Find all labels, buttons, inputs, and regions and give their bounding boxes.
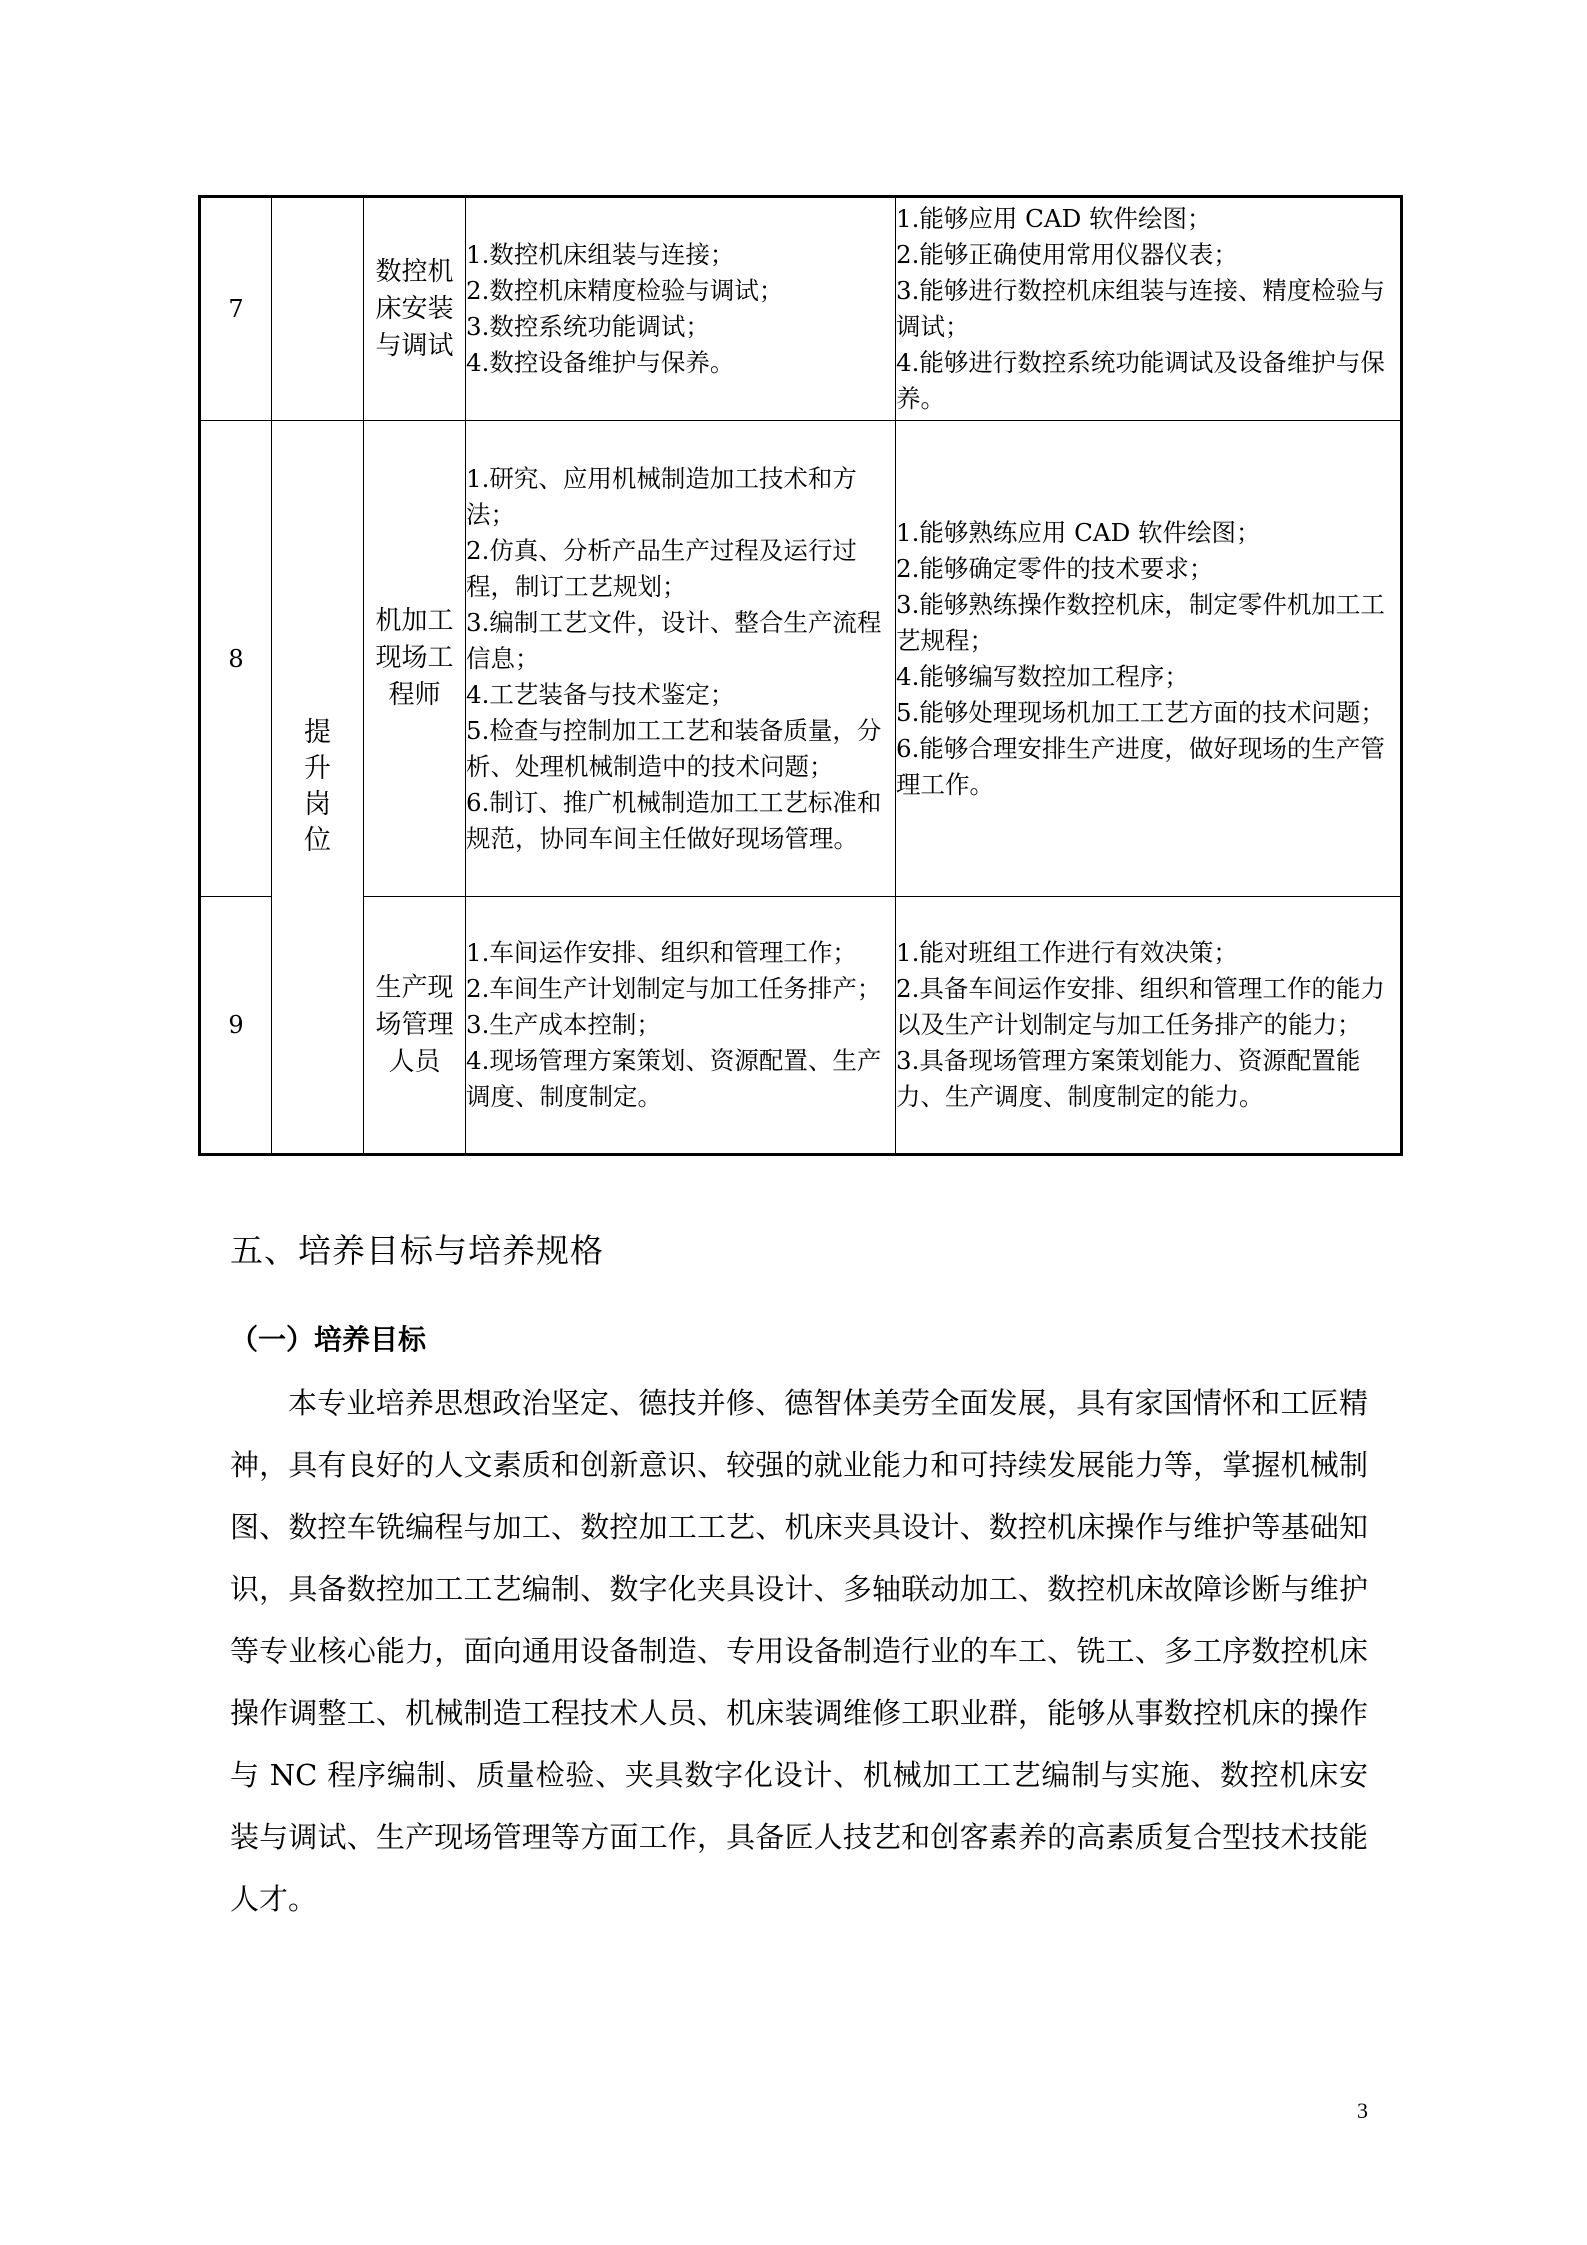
- list-item: 1.研究、应用机械制造加工技术和方法；: [466, 463, 857, 529]
- category-cell-empty: [272, 197, 364, 421]
- table-row: [200, 421, 1402, 897]
- list-item: 2.仿真、分析产品生产过程及运行过程，制订工艺规划；: [466, 535, 857, 601]
- list-item: 6.制订、推广机械制造加工工艺标准和规范，协同车间主任做好现场管理。: [466, 787, 882, 853]
- list-item: 2.能够确定零件的技术要求；: [896, 553, 1214, 583]
- list-item: 4.工艺装备与技术鉴定；: [466, 679, 735, 709]
- list-item: 4.能够编写数控加工程序；: [896, 661, 1189, 691]
- list-item: 2.具备车间运作安排、组织和管理工作的能力以及生产计划制定与加工任务排产的能力；: [896, 974, 1385, 1039]
- row-number: 7: [200, 197, 272, 421]
- list-item: 4.现场管理方案策划、资源配置、生产调度、制度制定。: [466, 1046, 882, 1111]
- list-item: 1.能够熟练应用 CAD 软件绘图；: [896, 517, 1261, 547]
- list-item: 2.车间生产计划制定与加工任务排产；: [466, 974, 882, 1003]
- occupation-table: [198, 195, 1403, 1156]
- list-item: 3.数控系统功能调试；: [466, 312, 710, 341]
- task-list: [466, 897, 896, 1155]
- list-item: 2.能够正确使用常用仪器仪表；: [896, 240, 1238, 269]
- role-cell: 数控机床安装与调试: [364, 197, 466, 421]
- list-item: 4.数控设备维护与保养。: [466, 348, 735, 377]
- role-cell: 机加工现场工程师: [364, 421, 466, 897]
- list-item: 5.能够处理现场机加工工艺方面的技术问题；: [896, 697, 1385, 727]
- category-cell: 提升岗位: [272, 421, 364, 1155]
- list-item: 1.能够应用 CAD 软件绘图；: [896, 204, 1212, 233]
- list-item: 1.数控机床组装与连接；: [466, 240, 735, 269]
- ability-list: [896, 421, 1402, 897]
- body-paragraph: 本专业培养思想政治坚定、德技并修、德智体美劳全面发展，具有家国情怀和工匠精神，具有良好的人文素质和创新意识、较强的就业能力和可持续发展能力等，掌握机械制图、数控车铣编程与加工、数控加工工艺、机床夹具设计、数控机床操作与维护等基础知识，具备数控加工工艺编制、数字化夹具设计、多轴联动加工、数控机床故障诊断与维护等专业核心能力，面向通用设备制造、专用设备制造行业的车工、铣工、多工序数控机床操作调整工、机械制造工程技术人员、机床装调维修工职业群，能够从事数控机床的操作与 NC 程序编制、质量检验、夹具数字化设计、机械加工工艺编制与实施、数控机床安装与调试、生产现场管理等方面工作，具备匠人技艺和创客素养的高素质复合型技术技能人才。: [230, 1386, 1368, 1916]
- row-number: 9: [200, 897, 272, 1155]
- list-item: 3.编制工艺文件，设计、整合生产流程信息；: [466, 607, 882, 673]
- list-item: 1.车间运作安排、组织和管理工作；: [466, 938, 857, 967]
- list-item: 6.能够合理安排生产进度，做好现场的生产管理工作。: [896, 733, 1385, 799]
- ability-list: [896, 197, 1402, 421]
- list-item: 3.具备现场管理方案策划能力、资源配置能力、生产调度、制度制定的能力。: [896, 1046, 1361, 1111]
- subsection-heading: （一）培养目标: [230, 1323, 427, 1356]
- task-list: [466, 421, 896, 897]
- list-item: 3.能够进行数控机床组装与连接、精度检验与调试；: [896, 276, 1385, 341]
- list-item: 5.检查与控制加工工艺和装备质量，分析、处理机械制造中的技术问题；: [466, 715, 882, 781]
- list-item: 3.能够熟练操作数控机床，制定零件机加工工艺规程；: [896, 589, 1385, 655]
- page-number: 3: [1357, 2098, 1368, 2123]
- section-heading: 五、培养目标与培养规格: [230, 1231, 604, 1270]
- list-item: 4.能够进行数控系统功能调试及设备维护与保养。: [896, 348, 1385, 413]
- row-number: 8: [200, 421, 272, 897]
- list-item: 2.数控机床精度检验与调试；: [466, 276, 784, 305]
- table-row: [200, 897, 1402, 1155]
- list-item: 1.能对班组工作进行有效决策；: [896, 938, 1238, 967]
- ability-list: [896, 897, 1402, 1155]
- list-item: 3.生产成本控制；: [466, 1010, 661, 1039]
- task-list: [466, 197, 896, 421]
- role-cell: 生产现场管理人员: [364, 897, 466, 1155]
- table-row: [200, 197, 1402, 421]
